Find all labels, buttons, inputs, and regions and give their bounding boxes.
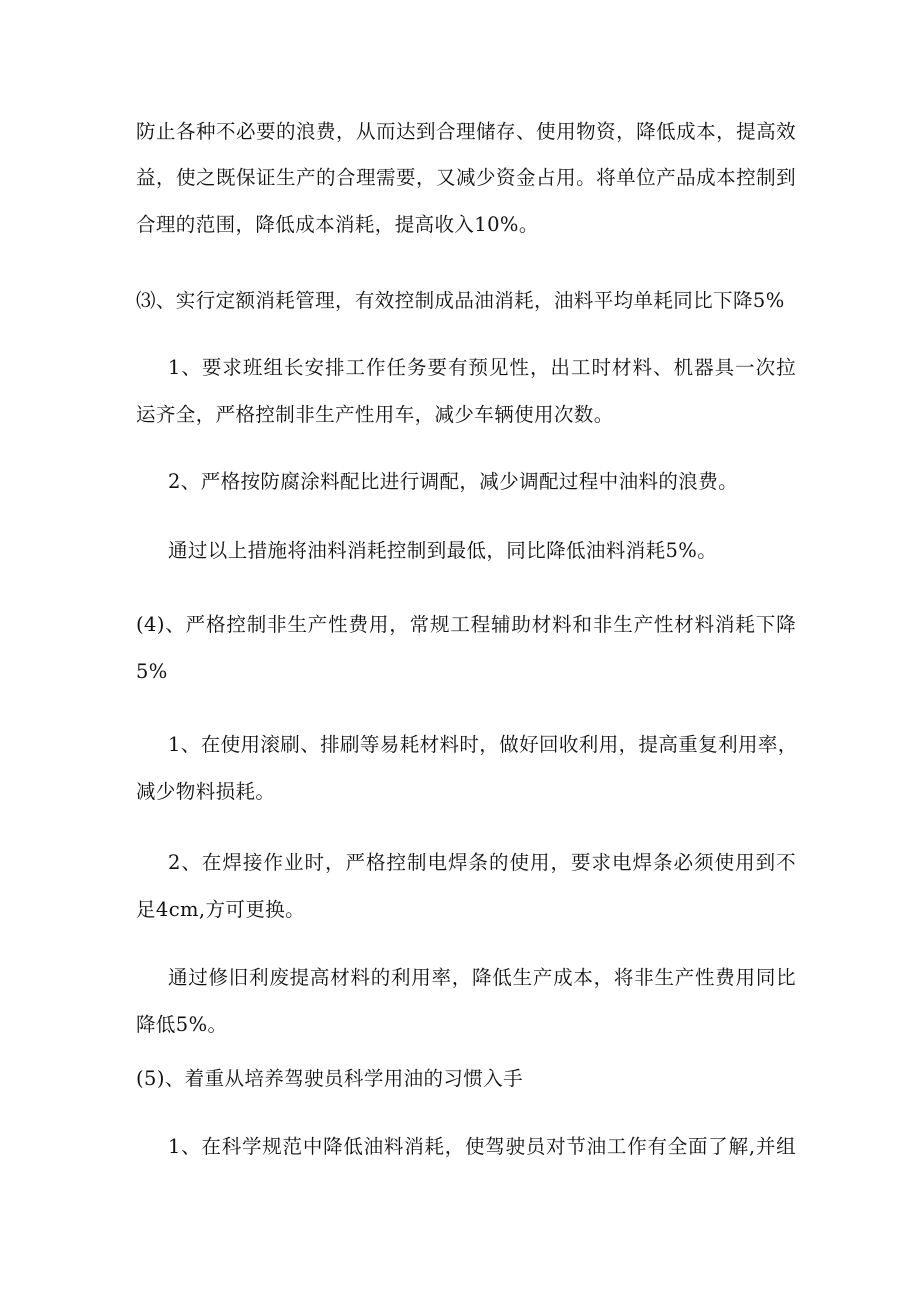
section-heading-5: (5)、着重从培养驾驶员科学用油的习惯入手 (136, 1067, 524, 1090)
section-heading-4-line-2: 5% (136, 660, 168, 683)
summary-2-line-2: 降低5%。 (136, 1013, 228, 1036)
summary-line-1: 通过以上措施将油料消耗控制到最低，同比降低油料消耗5%。 (168, 539, 718, 562)
summary-2-line-1: 通过修旧利废提高材料的利用率，降低生产成本，将非生产性费用同比 (168, 966, 796, 989)
section-heading-4-line-1: (4)、严格控制非生产性费用，常规工程辅助材料和非生产性材料消耗下降 (136, 613, 796, 636)
item-2b-line-1: 2、在焊接作业时，严格控制电焊条的使用，要求电焊条必须使用到不 (168, 851, 796, 874)
item-2b-line-2: 足4cm,方可更换。 (136, 898, 306, 921)
section-heading-3: ⑶、实行定额消耗管理，有效控制成品油消耗，油料平均单耗同比下降5% (136, 289, 785, 312)
item-1-line-1: 1、要求班组长安排工作任务要有预见性，出工时材料、机器具一次拉 (168, 356, 796, 379)
paragraph-line-2: 益，使之既保证生产的合理需要，又减少资金占用。将单位产品成本控制到 (136, 166, 796, 189)
item-1b-line-2: 减少物料损耗。 (136, 780, 276, 803)
item-2-line: 2、严格按防腐涂料配比进行调配，减少调配过程中油料的浪费。 (168, 470, 739, 493)
item-1b-line-1: 1、在使用滚刷、排刷等易耗材料时，做好回收利用，提高重复利用率， (168, 733, 798, 756)
item-1-line-2: 运齐全，严格控制非生产性用车，减少车辆使用次数。 (136, 403, 614, 426)
paragraph-line-3: 合理的范围，降低成本消耗，提高收入10%。 (136, 213, 539, 236)
paragraph-line-1: 防止各种不必要的浪费，从而达到合理储存、使用物资，降低成本，提高效 (136, 120, 796, 143)
item-1c-line-1: 1、在科学规范中降低油料消耗，使驾驶员对节油工作有全面了解,并组 (168, 1135, 796, 1158)
